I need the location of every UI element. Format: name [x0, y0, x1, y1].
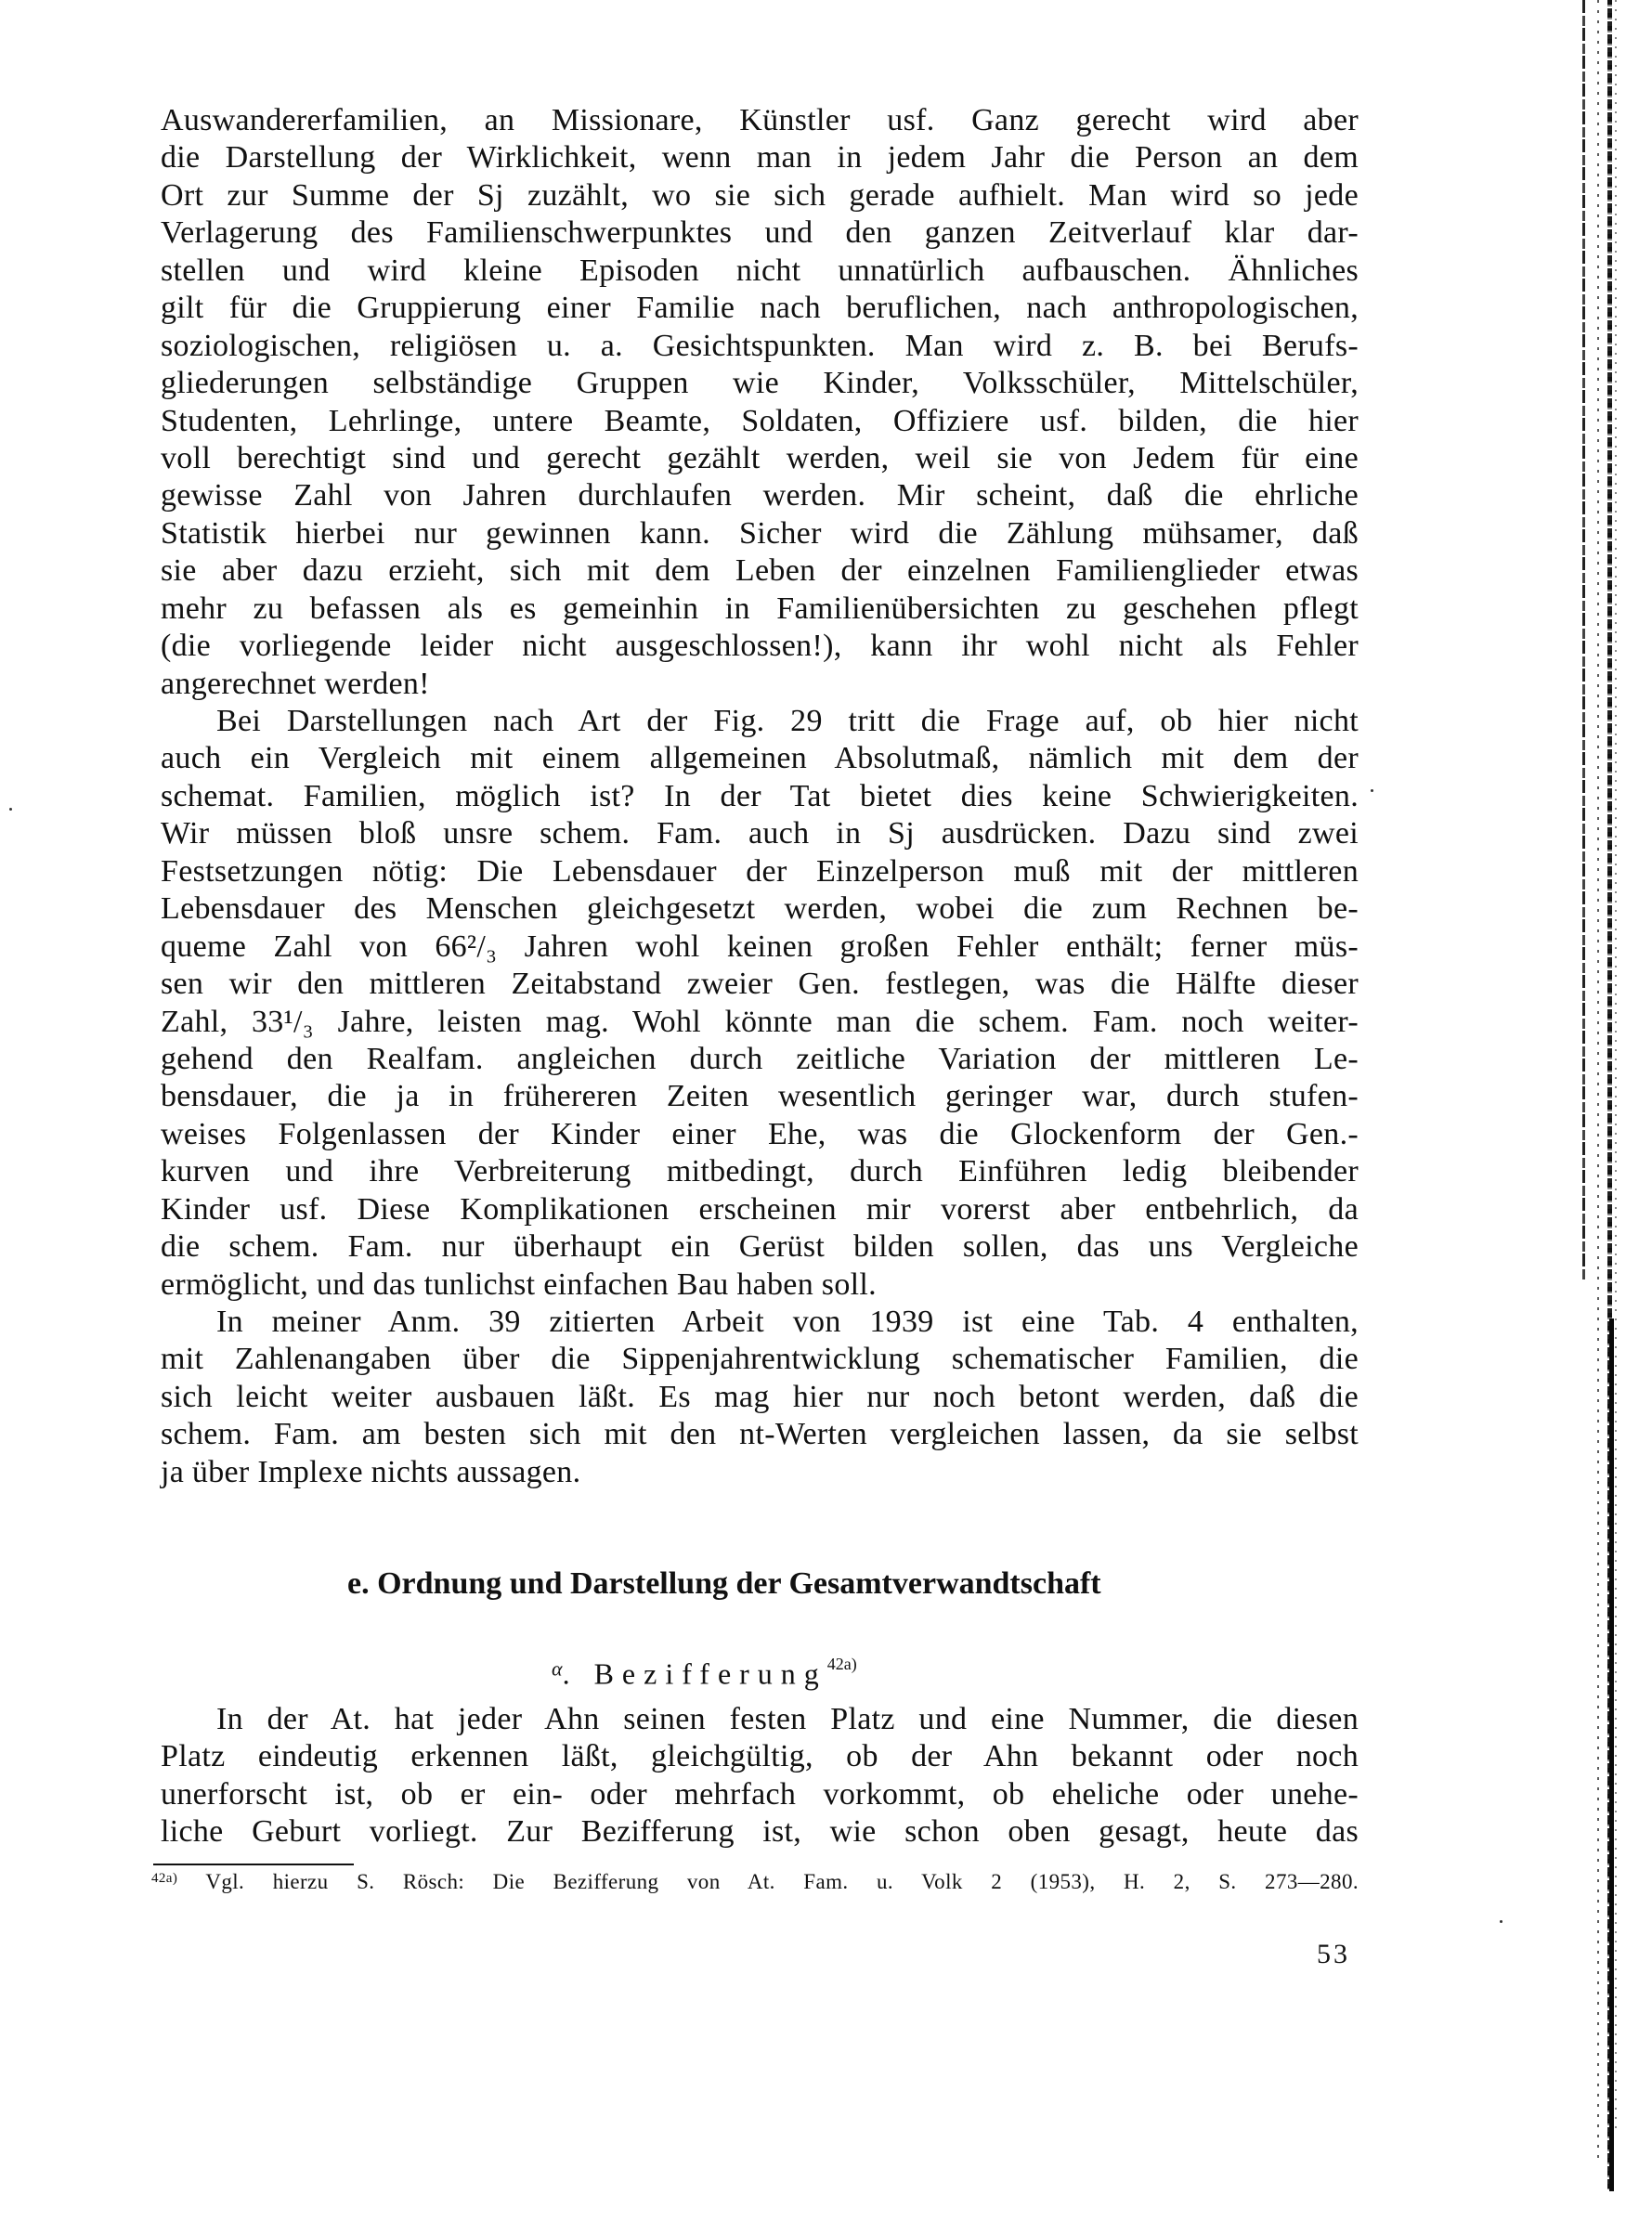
text-line: sen wir den mittleren Zeitabstand zweier Gen. festlegen, was die Hälfte dieser	[161, 967, 1359, 1002]
text-line: liche Geburt vorliegt. Zur Bezifferung ist, wie schon oben gesagt, heute das	[161, 1814, 1359, 1850]
footnote-mark: 42a)	[151, 1871, 178, 1886]
paragraph-schematic-families	[161, 703, 1359, 1304]
text-line: Platz eindeutig erkennen läßt, gleichgültig, ob der Ahn bekannt oder noch	[161, 1739, 1359, 1774]
text-line: ermöglicht, und das tunlichst einfachen Bau haben soll.	[161, 1266, 877, 1302]
text-line: die schem. Fam. nur überhaupt ein Gerüst bilden sollen, das uns Vergleiche	[161, 1229, 1359, 1265]
text-line: auch ein Vergleich mit einem allgemeinen Absolutmaß, nämlich mit dem der	[161, 741, 1359, 776]
page-binding-shadow	[1609, 1318, 1614, 2191]
text-line: weises Folgenlassen der Kinder einer Ehe, was die Glockenform der Gen.-	[161, 1116, 1359, 1151]
text-line: Studenten, Lehrlinge, untere Beamte, Soldaten, Offiziere usf. bilden, die hier	[161, 403, 1359, 438]
scan-edge-artifact	[1597, 0, 1599, 2163]
text-line: schemat. Familien, möglich ist? In der Tat bietet dies keine Schwierigkeiten.	[161, 778, 1359, 813]
text-line: kurven und ihre Verbreiterung mitbedingt, durch Einführen ledig bleibender	[161, 1154, 1359, 1189]
text-line: die Darstellung der Wirklichkeit, wenn man in jedem Jahr die Person an dem	[161, 140, 1359, 175]
text-line: soziologischen, religiösen u. a. Gesichtspunkten. Man wird z. B. bei Berufs-	[161, 328, 1359, 363]
text-line: sie aber dazu erzieht, sich mit dem Leben der einzelnen Familienglieder etwas	[161, 553, 1359, 589]
text-line: unerforscht ist, ob er ein- oder mehrfach vorkommt, ob eheliche oder unehe-	[161, 1776, 1359, 1812]
scan-edge-artifact	[1582, 0, 1585, 1281]
text-line: Auswandererfamilien, an Missionare, Künstler usf. Ganz gerecht wird aber	[161, 103, 1359, 137]
text-line: Bei Darstellungen nach Art der Fig. 29 tritt die Frage auf, ob hier nicht	[216, 704, 1359, 738]
text-line: gliederungen selbständige Gruppen wie Kinder, Volksschüler, Mittelschüler,	[161, 366, 1359, 401]
text-line: ja über Implexe nichts aussagen.	[161, 1454, 581, 1489]
footnote	[151, 1864, 1359, 1896]
page-number: 53	[1317, 1939, 1350, 1969]
section-heading-text: e. Ordnung und Darstellung der Gesamtverwandtschaft	[347, 1566, 1101, 1601]
text-line: In der At. hat jeder Ahn seinen festen Platz und eine Nummer, die diesen	[216, 1702, 1359, 1736]
text-line: Lebensdauer des Menschen gleichgesetzt werden, wobei die zum Rechnen be-	[161, 891, 1359, 927]
body-text-block	[161, 102, 1359, 1491]
footnote-text: Vgl. hierzu S. Rösch: Die Bezifferung von At. Fam. u. Volk 2 (1953), H. 2, S. 273—280.	[205, 1869, 1359, 1893]
text-line: stellen und wird kleine Episoden nicht unnatürlich aufbauschen. Ähnliches	[161, 253, 1359, 288]
footnote-reference[interactable]: 42a)	[826, 1655, 857, 1673]
text-line: bensdauer, die ja in frühereren Zeiten wesentlich geringer war, durch stufen-	[161, 1079, 1359, 1114]
text-line: schem. Fam. am besten sich mit den nt-Werten vergleichen lassen, da sie selbst	[161, 1417, 1359, 1452]
subsection-heading	[552, 1645, 857, 1692]
subsection-marker-dot: .	[562, 1656, 579, 1691]
subsection-marker: α	[552, 1656, 563, 1681]
text-line: Zahl, 33¹/₃ Jahre, leisten mag. Wohl könnte man die schem. Fam. noch weiter-	[161, 1004, 1359, 1039]
paragraph-reference-1939	[161, 1304, 1359, 1491]
scan-speck	[9, 808, 12, 811]
scan-speck	[1500, 1920, 1502, 1923]
text-line: Kinder usf. Diese Komplikationen erscheinen mir vorerst aber entbehrlich, da	[161, 1191, 1359, 1227]
text-line: gewisse Zahl von Jahren durchlaufen werden. Mir scheint, daß die ehrliche	[161, 478, 1359, 513]
subsection-title: Bezifferung	[593, 1656, 827, 1691]
text-line: Festsetzungen nötig: Die Lebensdauer der Einzelperson muß mit der mittleren	[161, 853, 1359, 889]
text-line: In meiner Anm. 39 zitierten Arbeit von 1939 ist eine Tab. 4 enthalten,	[216, 1305, 1359, 1339]
text-line: angerechnet werden!	[161, 666, 430, 701]
scan-speck	[1371, 789, 1373, 792]
text-line: Wir müssen bloß unsre schem. Fam. auch in Sj ausdrücken. Dazu sind zwei	[161, 816, 1359, 851]
scan-edge-artifact	[1615, 0, 1617, 2136]
text-line: sich leicht weiter ausbauen läßt. Es mag hier nur noch betont werden, daß die	[161, 1379, 1359, 1414]
text-line: mit Zahlenangaben über die Sippenjahrentwicklung schematischer Familien, die	[161, 1342, 1359, 1377]
text-line: queme Zahl von 66²/₃ Jahren wohl keinen großen Fehler enthält; ferner müs-	[161, 929, 1359, 964]
text-line: gehend den Realfam. angleichen durch zeitliche Variation der mittleren Le-	[161, 1041, 1359, 1076]
paragraph-numbering	[161, 1701, 1359, 1851]
text-line: Ort zur Summe der Sj zuzählt, wo sie sich gerade aufhielt. Man wird so jede	[161, 177, 1359, 213]
text-line: mehr zu befassen als es gemeinhin in Familienübersichten zu geschehen pflegt	[161, 591, 1359, 626]
text-line: (die vorliegende leider nicht ausgeschlossen!), kann ihr wohl nicht als Fehler	[161, 629, 1359, 664]
text-line: voll berechtigt sind und gerecht gezählt werden, weil sie von Jedem für eine	[161, 440, 1359, 475]
text-line: gilt für die Gruppierung einer Familie nach beruflichen, nach anthropologischen,	[161, 291, 1359, 326]
text-line: Verlagerung des Familienschwerpunktes und den ganzen Zeitverlauf klar dar-	[161, 215, 1359, 251]
paragraph-continuation	[161, 102, 1359, 703]
text-line: Statistik hierbei nur gewinnen kann. Sicher wird die Zählung mühsamer, daß	[161, 515, 1359, 551]
